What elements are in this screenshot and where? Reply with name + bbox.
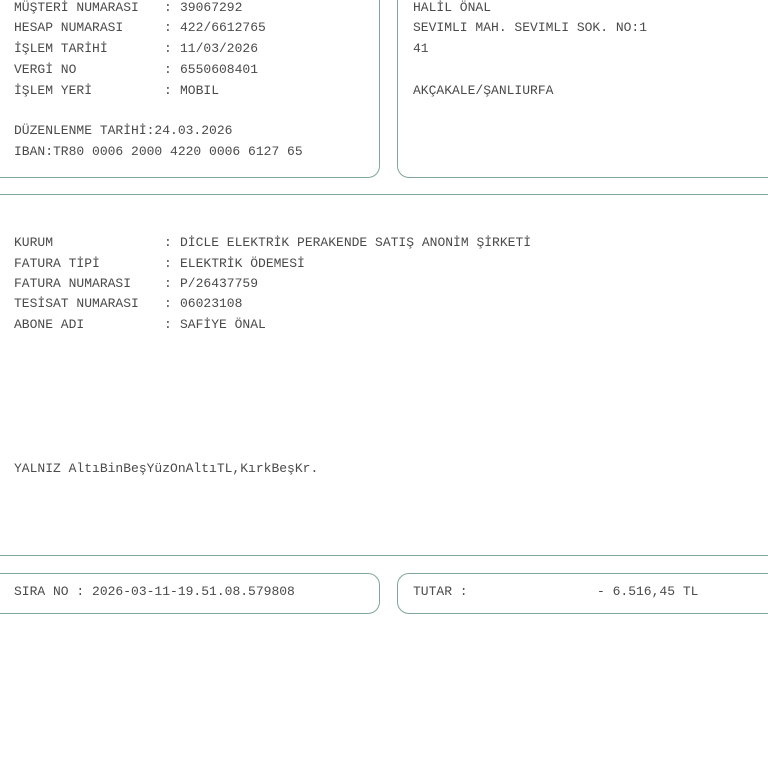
transaction-place-value: MOBIL xyxy=(180,83,220,98)
sequence-number-value: 2026-03-11-19.51.08.579808 xyxy=(92,584,295,599)
separator: : xyxy=(164,296,172,311)
installation-number-row xyxy=(14,296,242,312)
address-line-1: SEVIMLI MAH. SEVIMLI SOK. NO:1 xyxy=(413,20,648,35)
separator: : xyxy=(164,20,172,35)
address-line-2: 41 xyxy=(413,41,429,56)
institution-value: DİCLE ELEKTRİK PERAKENDE SATIŞ ANONİM ŞİRKETİ xyxy=(180,235,532,250)
subscriber-name-row xyxy=(14,317,266,333)
iban: IBAN:TR80 0006 2000 4220 0006 6127 65 xyxy=(14,144,303,159)
subscriber-name-value: SAFİYE ÖNAL xyxy=(180,317,266,332)
invoice-number-row xyxy=(14,276,258,292)
total-value: - 6.516,45 TL xyxy=(597,584,699,599)
transaction-date-label: İŞLEM TARİHİ xyxy=(14,41,108,56)
transaction-date-row xyxy=(14,41,258,57)
tax-number-row xyxy=(14,62,258,78)
separator: : xyxy=(164,256,172,271)
amount-in-words: YALNIZ AltıBinBeşYüzOnAltıTL,KırkBeşKr. xyxy=(14,461,319,476)
tax-number-value: 6550608401 xyxy=(180,62,259,77)
invoice-type-label: FATURA TİPİ xyxy=(14,256,100,271)
sequence-number-row xyxy=(14,584,295,600)
invoice-type-row xyxy=(14,256,305,272)
invoice-number-label: FATURA NUMARASI xyxy=(14,276,132,291)
invoice-type-value: ELEKTRİK ÖDEMESİ xyxy=(180,256,305,271)
customer-number-row xyxy=(14,0,242,16)
transaction-place-row xyxy=(14,83,219,99)
separator: : xyxy=(164,41,172,56)
subscriber-name-label: ABONE ADI xyxy=(14,317,85,332)
sequence-number-label: SIRA NO : xyxy=(14,584,93,599)
installation-number-value: 06023108 xyxy=(180,296,243,311)
separator: : xyxy=(164,235,172,250)
separator: : xyxy=(164,276,172,291)
recipient-name: HALİL ÖNAL xyxy=(413,0,492,15)
transaction-place-label: İŞLEM YERİ xyxy=(14,83,93,98)
issue-date: DÜZENLENME TARİHİ:24.03.2026 xyxy=(14,123,233,138)
transaction-date-value: 11/03/2026 xyxy=(180,41,259,56)
address-city: AKÇAKALE/ŞANLIURFA xyxy=(413,83,554,98)
separator: : xyxy=(164,0,172,15)
account-number-row xyxy=(14,20,266,36)
installation-number-label: TESİSAT NUMARASI xyxy=(14,296,139,311)
institution-row xyxy=(14,235,531,251)
customer-number-label: MÜŞTERİ NUMARASI xyxy=(14,0,139,15)
total-label: TUTAR : xyxy=(413,584,468,599)
account-number-label: HESAP NUMARASI xyxy=(14,20,124,35)
account-number-value: 422/6612765 xyxy=(180,20,266,35)
tax-number-label: VERGİ NO xyxy=(14,62,77,77)
customer-number-value: 39067292 xyxy=(180,0,243,15)
separator: : xyxy=(164,83,172,98)
invoice-number-value: P/26437759 xyxy=(180,276,259,291)
separator: : xyxy=(164,317,172,332)
separator: : xyxy=(164,62,172,77)
institution-label: KURUM xyxy=(14,235,54,250)
